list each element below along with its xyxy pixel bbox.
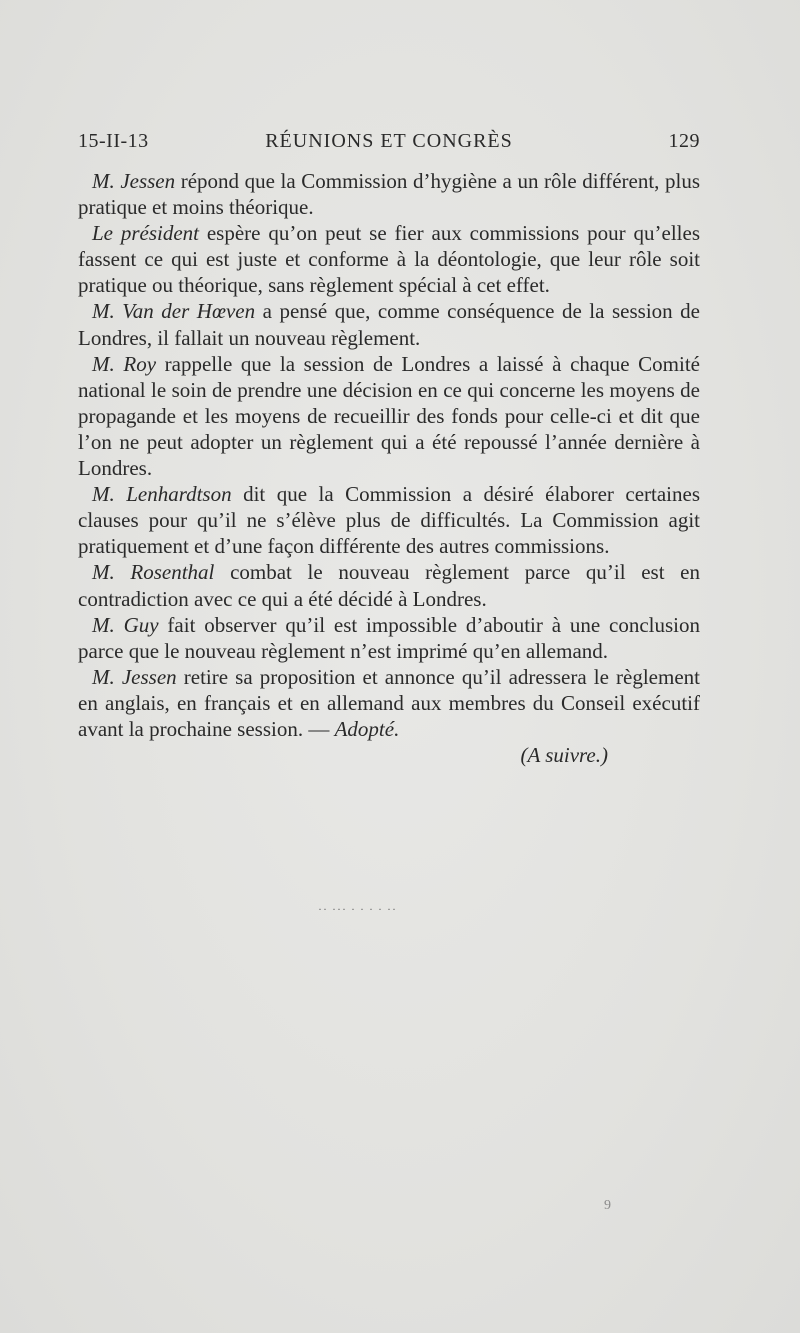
paragraph [78, 168, 700, 220]
paragraph-text: rappelle que la session de Londres a laissé à chaque Comité national le soin de prendre une décision en ce qui concerne les moyens de propagande et les moyens de recueillir des fonds pour celle-ci et dit que l’on ne peut adopter un règlement qui a été repoussé l’année dernière à Londres. [78, 351, 700, 481]
header-date: 15-II-13 [78, 130, 149, 152]
paragraph-text: combat le nouveau règlement parce qu’il est en contradiction avec ce qui a été décidé à Londres. [78, 560, 701, 611]
header-title: RÉUNIONS ET CONGRÈS [265, 130, 513, 152]
paragraph-text: a pensé que, comme conséquence de la session de Londres, il fallait un nouveau règlement. [78, 299, 700, 350]
speaker-name: M. Roy [92, 351, 157, 376]
running-header [78, 130, 700, 160]
signature-mark: 9 [604, 1198, 611, 1213]
paragraph [78, 298, 700, 350]
speaker-name: M. Jessen [92, 169, 176, 193]
speaker-name: M. Guy [92, 612, 159, 637]
body-text [78, 168, 700, 768]
paragraph-text: retire sa proposition et annonce qu’il adressera le règlement en anglais, en français et en allemand aux membres du Conseil exécutif avant la prochaine session. — [78, 664, 700, 741]
paragraph [78, 559, 700, 611]
paragraph-text: fait observer qu’il est impossible d’aboutir à une conclusion parce que le nouveau règlement n’est imprimé qu’en allemand. [78, 612, 700, 663]
speaker-name: M. Lenhardtson [92, 482, 232, 507]
adopted-note: Adopté. [334, 716, 400, 741]
speaker-name: Le président [92, 221, 200, 246]
paragraph [78, 351, 700, 481]
paragraph-text: dit que la Commission a désiré élaborer certaines clauses pour qu’il ne s’élève plus de difficultés. La Commission agit pratiquement et d’une façon différente des autres commissions. [78, 482, 700, 559]
end-ornament: ·· ··· · · · · ·· [318, 902, 397, 916]
speaker-name: M. Jessen [92, 664, 177, 689]
paragraph [78, 664, 700, 742]
paragraph [78, 220, 700, 298]
paragraph [78, 481, 700, 559]
speaker-name: M. Rosenthal [92, 560, 215, 585]
paragraph-text: répond que la Commission d’hygiène a un rôle différent, plus pratique et moins théorique. [78, 169, 700, 220]
speaker-name: M. Van der Hœven [92, 299, 256, 324]
page-number: 129 [668, 130, 700, 152]
paragraph [78, 612, 700, 664]
to-be-continued: (A suivre.) [520, 743, 608, 768]
paragraph-text: espère qu’on peut se fier aux commissions pour qu’elles fassent ce qui est juste et conforme à la déontologie, que leur rôle soit pratique ou théorique, sans règlement spécial à cet effet. [78, 221, 701, 298]
